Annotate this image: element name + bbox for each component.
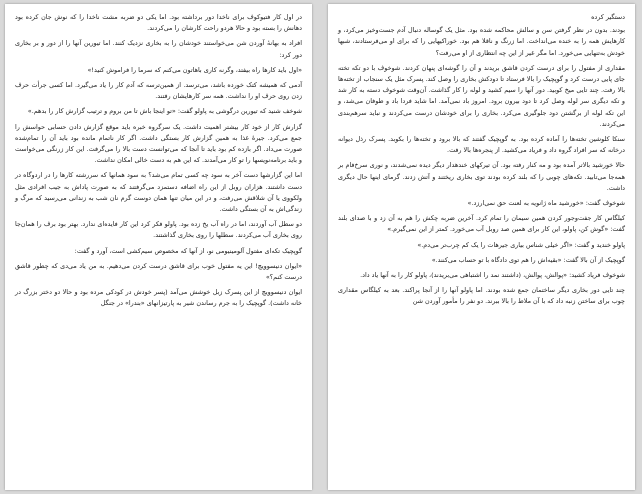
paragraph: سنکا کلوشین تخته‌ها را آماده کرده بود. به گوپچیک گفتند که بالا برود و تخته‌ها را بکوبد. پسرک رذل دیوانه درخانه که سر افراد گروه داد و فریاد می‌کشید. از پنجره‌ها بالا رفت. [338,135,625,155]
paragraph: حالا خورشید بالاتر آمده بود و مه کنار رفته بود. آن تیرکهای خندهدار دیگر دیده نمی‌شدند، و نوری سرخ‌فام بر همه‌جا می‌تابید. تکه‌های چوبی را که بلند کرده بودند توی بخاری ریختند و آتش زدند. گرمای اینها حال دیگری داشت. [338,161,625,192]
paragraph: چند تایی دور بخاری دیگر ساختمان جمع شده بودند. اما پاولو آنها را از آنجا پراکند. بعد به کیلگاس مقداری چوب برای ساختن زنبه داد که با آن ملاط را بالا ببرند. دو نفر را مأمور آوردن شن [338,286,625,306]
paragraph: بودند. بدون در نظر گرفتن سن و سالش محاکمه شده بود. مثل یک گوساله دنبال آدم جست‌وخیز می‌کرد، و کارهایش همه را به خنده می‌انداخت. اما زرنگ و ناقلا هم بود. خوراکیهایی را که برای او می‌فرستادند، شبها خودش به‌تنهایی می‌خورد. اما مگر غیر از این چه انتظاری از او می‌رفت؟ [338,26,625,57]
paragraph: ایوان دنیسوویچ از این پسرک زبل خوشش می‌آمد (پسر خودش در کودکی مرده بود و حالا دو دختر بزرگ در خانه داشت). گوپچیک را به جرم رساندن شیر به پارتیزانهای «بندرا» در جنگل [15,288,302,308]
paragraph: پاولو خندید و گفت: «اگر خیلی شناس بیاری جیرهات را یک کم چرب‌تر می‌دم.» [417,240,625,249]
paragraph: آدمی که همیشه کتک خورده باشد، می‌ترسد. از همین‌ترسه که آدم کار را یاد می‌گیرد. اما کسی جرأت حرف زدن روی حرف او را نداشت. همه سر کارهایشان رفتند. [15,81,302,101]
paragraph: شوخوف گفت: «خورشید ماه ژانویه به لعنت حق نمی‌ارزد.» [467,199,625,208]
paragraph: گزارش کار از خود کار بیشتر اهمیت داشت. یک سرگروه خبره باید موقع گزارش دادن حسابی حواسش را جمع می‌کرد. جیرهٔ غذا به همین گزارش کار بستگی داشت. اگر کار ناتمام مانده بود باید آن را تمام‌شده صورت می‌داد. اگر بازده کم بود باید تا آنجا که می‌توانست دست بالا را می‌گرفت. این کار زرنگی می‌خواست و باید برنامه‌نویسها را تو کار می‌آمدند. که این هم به دست خالی امکان نداشت. [15,122,302,165]
left-page [5,4,312,490]
paragraph: افراد به بهانهٔ آوردن شن می‌خواستند خودشان را به بخاری نزدیک کنند. اما تیورین آنها را از دور و بر بخاری دور کرد: [15,39,302,59]
paragraph: «اول باید کارها راه بیفتد، وگرنه کاری باهاتون می‌کنم که سرما را فراموش کنید!» [87,65,302,74]
right-page [328,4,635,490]
paragraph: گوپچیک تکه‌ای مفتول آلومینیومی نو، از آنها که مخصوص سیم‌کشی است، آورد و گفت: [74,246,302,255]
paragraph: «ایوان دنیسوویچ! این یه مفتول خوب برای قاشق درست کردن می‌دهیم. به من یاد می‌دی که چطور قاشق درست کنم؟» [15,261,302,282]
page-heading: دستگیر کرده [591,13,625,21]
paragraph: شوخف شنید که تیورین درگوشی به پاولو گفت: «تو اینجا باش تا من بروم و ترتیب گزارش کار را بدهم.» [27,107,302,116]
paragraph: گوپچیک از آن بالا گفت: «بقیه‌اش را هم توی دادگاه با تو حساب می‌کنند.» [431,255,625,264]
right-page-text [328,4,635,308]
paragraph: اما این گزارشها دست آخر به سود چه کسی تمام می‌شد؟ به سود همانها که سررشته کارها را در اردوگاه در دست داشتند. هزاران روبل از این راه اضافه دستمزد می‌گرفتند که به صورت پاداش به جیب افرادی مثل ولکووی یا آن شلاقش می‌رفت، و در این میان تنها همان دوست گرم نان شب به زندانی می‌رسید که مرگ و زندگی‌اش به آن بستگی داشت. [15,171,302,214]
paragraph: شوخوف فریاد کشید: «پوالش، پوالش، (داشتند نمد را اشتباهی می‌بریدند)، پاولو کار را به آنها یاد داد. [360,271,625,280]
paragraph: دو سطل آب آوردند، اما در راه آب یخ زده بود. پاولو فکر کرد این کار فایده‌ای ندارد. بهتر بود برف را همان‌جا روی بخاری آب می‌کردند. سطلها را روی بخاری گذاشتند. [15,220,302,240]
paragraph: مقداری از مفتول را برای درست کردن قاشق بریدند و آن را گوشه‌ای پنهان کردند. شوخوف با دو تکه تخته جای پایی درست کرد و گوپچیک را بالا فرستاد تا دودکش بخاری را وصل کند. پسرک مثل یک سنجاب از تخته‌ها بالا رفت. چند تایی میخ کوبید. دور آنها را سیم کشید و لوله را کار گذاشت. آن‌وقت شوخوف دسته‌ به کار شد و تکه دیگری سر لوله وصل کرد تا دود بیرون برود. امروز باد نمی‌آمد. اما شاید فردا باد و طوفان می‌شد، و این تکه لوله از برگشتن دود جلوگیری می‌کرد. بخاری را برای خودشان درست می‌کردند و نباید سرهم‌بندی می‌کردند. [338,63,625,128]
left-page-text [5,4,312,310]
paragraph: کیلگاس کار جفت‌وجور کردن همین سیمان را تمام کرد. آخرین ضربه چکش را هم به آن زد و با صدای بلند گفت: «گوش کن، پاولو، این کار برای همین صد روبل آب می‌خورد. کمتر از این نمی‌گیرم.» [338,214,625,234]
paragraph: در اول کار فتیوکوف برای ناخدا دور برداشته بود. اما یکی دو ضربه مشت ناخدا را که نوش جان کرده بود دهانش را بسته بود و حالا هردو راحت کارشان را می‌کردند. [15,13,302,33]
